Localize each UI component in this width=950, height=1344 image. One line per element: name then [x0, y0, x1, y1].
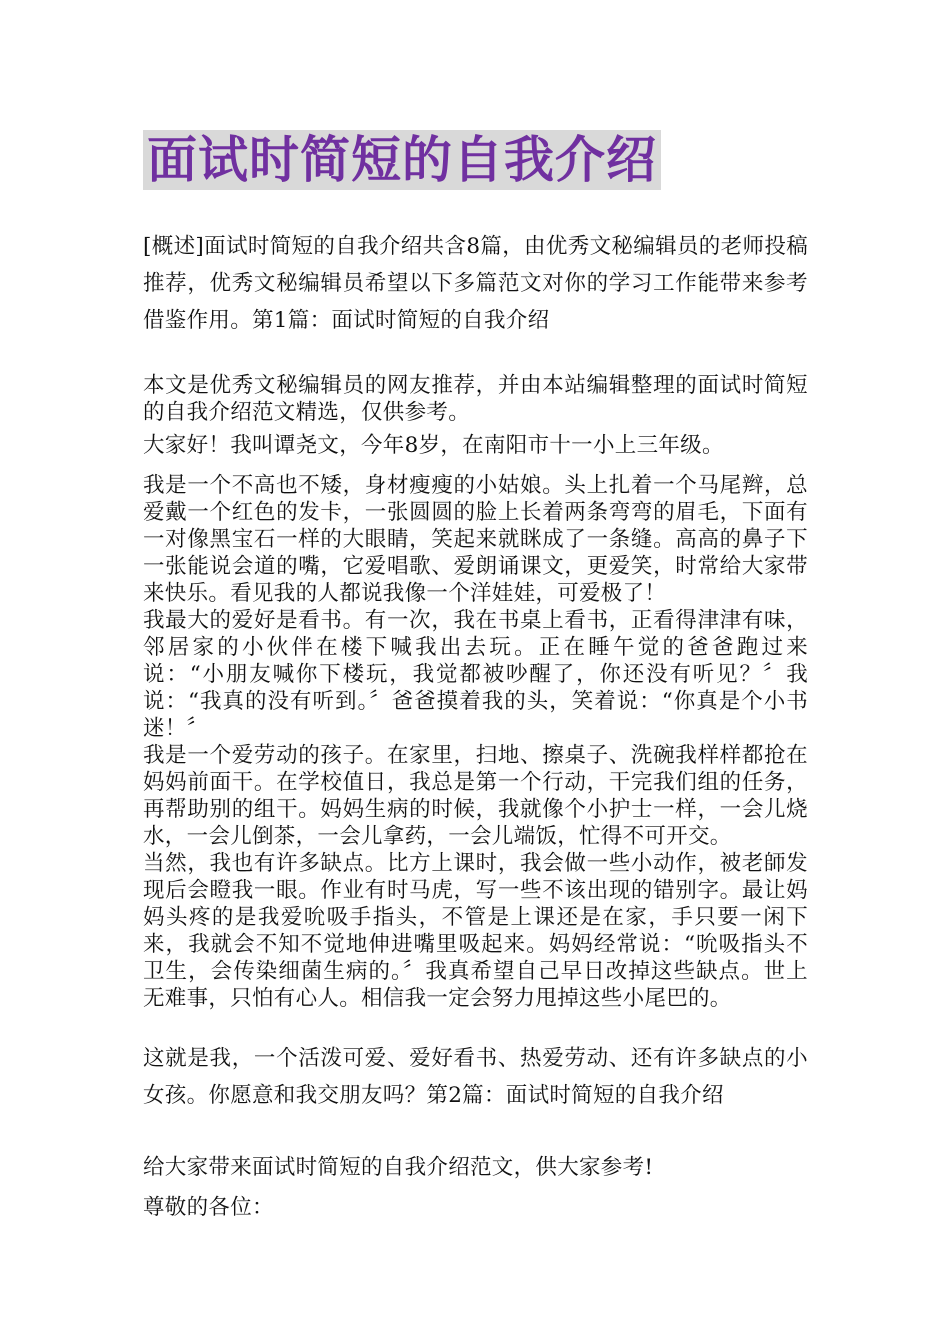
summary-block	[143, 228, 808, 339]
summary-paragraph: [概述]面试时简短的自我介绍共含8篇，由优秀文秘编辑员的老师投稿推荐，优秀文秘编辑员希望以下多篇范文对你的学习工作能带来参考借鉴作用。第1篇：面试时简短的自我介绍	[143, 234, 808, 333]
closing-block	[143, 1040, 808, 1114]
labor-paragraph: 我是一个爱劳动的孩子。在家里，扫地、擦桌子、洗碗我样样都抢在妈妈前面干。在学校值日，我总是第一个行动，干完我们组的任务，再帮助别的组干。妈妈生病的时候，我就像个小护士一样，一会儿烧水，一会儿倒茶，一会儿拿药，一会儿端饭，忙得不可开交。	[143, 743, 808, 849]
salutation-block	[143, 1194, 808, 1221]
hobby-paragraph: 我最大的爱好是看书。有一次，我在书桌上看书，正看得津津有味，邻居家的小伙伴在楼下喊我出去玩。正在睡午觉的爸爸跑过来说：“小朋友喊你下楼玩，我觉都被吵醒了，你还没有听见？〞我说：“我真的没有听到。〞爸爸摸着我的头，笑着说：“你真是个小书迷！〞	[143, 608, 808, 741]
article2-intro-block	[143, 1154, 808, 1181]
article2-intro-paragraph: 给大家带来面试时简短的自我介绍范文，供大家参考!	[143, 1155, 654, 1180]
page-title: 面试时简短的自我介绍	[143, 130, 661, 190]
intro-paragraph: 本文是优秀文秘编辑员的网友推荐，并由本站编辑整理的面试时简短的自我介绍范文精选，仅供参考。	[143, 373, 808, 425]
story-block	[143, 472, 808, 1012]
flaws-paragraph: 当然，我也有许多缺点。比方上课时，我会做一些小动作，被老師发现后会瞪我一眼。作业有时马虎，写一些不该出现的错别字。最让妈妈头疼的是我爱吮吸手指头，不管是上课还是在家，手只要一闲下来，我就会不知不觉地伸进嘴里吸起来。妈妈经常说：“吮吸指头不卫生，会传染细菌生病的。〞我真希望自己早日改掉这些缺点。世上无难事，只怕有心人。相信我一定会努力甩掉这些小尾巴的。	[143, 851, 808, 1011]
closing-paragraph: 这就是我，一个活泼可爱、爱好看书、热爱劳动、还有许多缺点的小女孩。你愿意和我交朋友吗？第2篇：面试时简短的自我介绍	[143, 1046, 808, 1108]
appearance-paragraph: 我是一个不高也不矮，身材瘦瘦的小姑娘。头上扎着一个马尾辫，总爱戴一个红色的发卡，一张圆圆的脸上长着两条弯弯的眉毛，下面有一对像黑宝石一样的大眼睛，笑起来就眯成了一条缝。高高的鼻子下一张能说会道的嘴，它爱唱歌、爱朗诵课文，更爱笑，时常给大家带来快乐。看见我的人都说我像一个洋娃娃，可爱极了！	[143, 473, 808, 606]
intro-block	[143, 372, 808, 426]
salutation-paragraph: 尊敬的各位：	[143, 1195, 274, 1220]
greeting-paragraph: 大家好！我叫谭尧文，今年8岁，在南阳市十一小上三年级。	[143, 433, 724, 458]
greeting-block	[143, 432, 808, 459]
